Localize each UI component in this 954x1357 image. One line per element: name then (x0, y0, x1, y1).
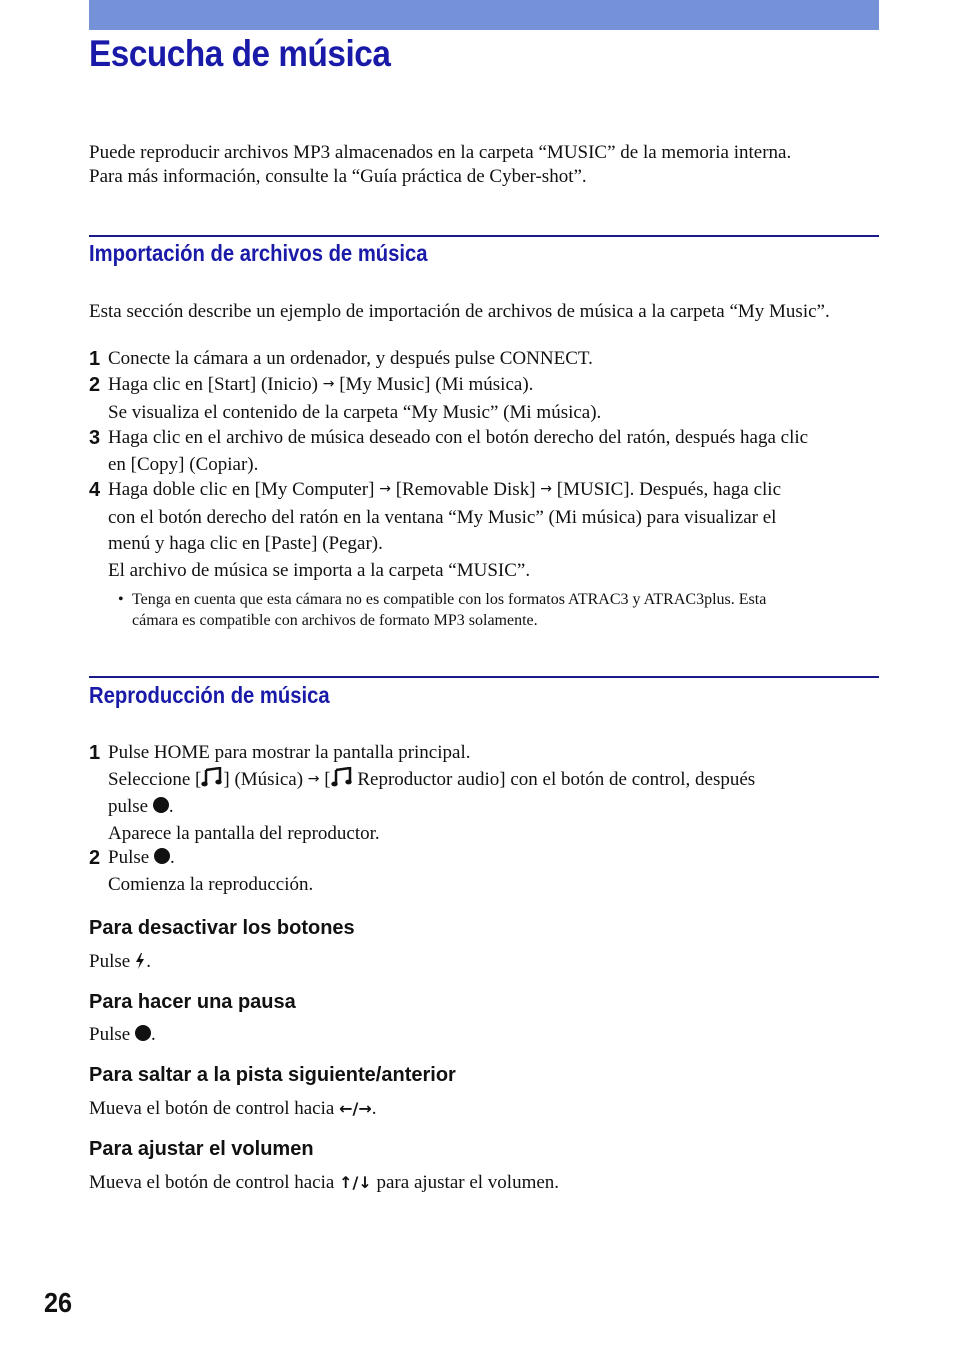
subtext-disable-buttons: Pulse . (89, 951, 151, 972)
section-divider-play (89, 676, 879, 678)
step-text: Se visualiza el contenido de la carpeta “My Music” (Mi música). (108, 401, 602, 423)
step-text: Conecte la cámara a un ordenador, y después pulse CONNECT. (108, 348, 593, 369)
intro-line-1: Puede reproducir archivos MP3 almacenados en la carpeta “MUSIC” de la memoria interna. (89, 142, 792, 163)
center-button-icon (153, 797, 169, 813)
section-divider-import (89, 235, 879, 237)
header-bar (89, 0, 879, 30)
play-step-2 (89, 845, 889, 898)
import-step-2 (89, 372, 889, 426)
intro-line-2: Para más información, consulte la “Guía práctica de Cyber-shot”. (89, 166, 587, 187)
section-title-import: Importación de archivos de música (89, 240, 428, 266)
center-button-icon (154, 848, 170, 864)
import-step-3 (89, 425, 889, 478)
import-step-4 (89, 477, 889, 584)
step-number: 2 (89, 847, 101, 869)
arrow-right-icon: → (322, 376, 335, 392)
step-text: Comienza la reproducción. (108, 873, 314, 895)
subtext-volume: Mueva el botón de control hacia ↑/↓ para ajustar el volumen. (89, 1172, 560, 1193)
step-text: menú y haga clic en [Paste] (Pegar). (108, 533, 383, 554)
import-description: Esta sección describe un ejemplo de importación de archivos de música a la carpeta “My Music”. (89, 301, 830, 322)
bullet: • (118, 591, 124, 608)
music-note-icon (331, 767, 353, 787)
music-note-icon (201, 767, 223, 787)
center-button-icon (135, 1025, 151, 1041)
note-line: Tenga en cuenta que esta cámara no es compatible con los formatos ATRAC3 y ATRAC3plus. Esta (132, 591, 767, 608)
step-number: 1 (89, 348, 101, 370)
step-text: Haga clic en [Start] (Inicio) → [My Music] (Mi música). (108, 374, 534, 395)
up-down-arrows-icon: ↑/↓ (339, 1173, 372, 1192)
arrow-right-icon: → (307, 770, 320, 787)
subheading-skip-track: Para saltar a la pista siguiente/anterior (89, 1064, 456, 1086)
play-step-1 (89, 740, 889, 847)
step-number: 3 (89, 427, 101, 449)
step-text: Haga clic en el archivo de música deseado con el botón derecho del ratón, después haga clic (108, 427, 809, 448)
step-text: Pulse HOME para mostrar la pantalla principal. (108, 742, 471, 763)
note-line: cámara es compatible con archivos de formato MP3 solamente. (132, 612, 538, 629)
step-text: Pulse . (108, 847, 175, 868)
arrow-right-icon: → (379, 481, 391, 497)
step-text: en [Copy] (Copiar). (108, 453, 259, 475)
arrow-right-icon: → (540, 481, 552, 497)
step-text: Haga doble clic en [My Computer] → [Removable Disk] → [MUSIC]. Después, haga clic (108, 479, 782, 500)
flash-icon (134, 952, 146, 970)
subtext-pause: Pulse . (89, 1024, 156, 1045)
step-text: El archivo de música se importa a la carpeta “MUSIC”. (108, 559, 531, 581)
step-text: Aparece la pantalla del reproductor. (108, 822, 380, 844)
page-number: 26 (44, 1287, 73, 1318)
step-text: con el botón derecho del ratón en la ventana “My Music” (Mi música) para visualizar el (108, 506, 777, 528)
left-right-arrows-icon: ←/→ (339, 1099, 372, 1118)
subtext-skip-track: Mueva el botón de control hacia ←/→. (89, 1098, 377, 1119)
step-text: pulse . (108, 796, 174, 817)
note (118, 589, 766, 631)
step-number: 2 (89, 374, 101, 396)
step-number: 4 (89, 479, 101, 501)
step-number: 1 (89, 742, 101, 764)
section-title-play: Reproducción de música (89, 682, 330, 708)
step-text: Seleccione [ ] (Música) → [ Reproductor audio] con el botón de control, después (108, 768, 756, 790)
import-step-1 (89, 346, 889, 373)
subheading-volume: Para ajustar el volumen (89, 1138, 314, 1160)
subheading-disable-buttons: Para desactivar los botones (89, 917, 355, 939)
subheading-pause: Para hacer una pausa (89, 991, 296, 1013)
page-title: Escucha de música (89, 33, 391, 74)
